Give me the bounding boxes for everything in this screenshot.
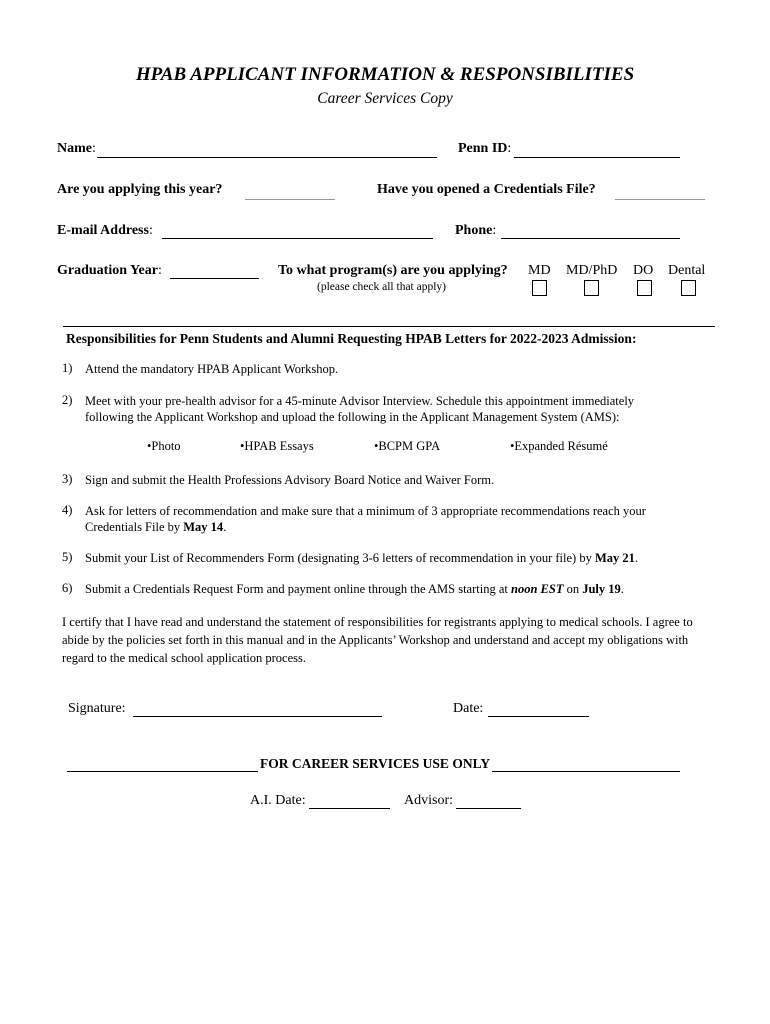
item-1-number: 1) <box>62 361 73 375</box>
item-2-line-2: following the Applicant Workshop and upload the following in the Applicant Management System (AMS): <box>85 410 620 424</box>
phone-label: Phone: <box>455 223 497 238</box>
upload-expanded-resume: •Expanded Résumé <box>510 439 608 453</box>
upload-bcpm-gpa: •BCPM GPA <box>374 439 441 453</box>
responsibilities-heading: Responsibilities for Penn Students and Alumni Requesting HPAB Letters for 2022-2023 Admission: <box>66 331 637 346</box>
page-subtitle: Career Services Copy <box>317 90 453 107</box>
phone-field[interactable] <box>501 238 680 239</box>
md-phd-checkbox[interactable] <box>584 280 599 296</box>
penn-id-field[interactable] <box>514 157 680 158</box>
item-3-number: 3) <box>62 472 73 486</box>
program-label-dental: Dental <box>668 263 706 278</box>
item-5-text: Submit your List of Recommenders Form (designating 3-6 letters of recommendation in your file) by May 21. <box>85 551 639 565</box>
page-title: HPAB APPLICANT INFORMATION & RESPONSIBILITIES <box>135 64 635 85</box>
signature-field[interactable] <box>133 716 382 717</box>
email-field[interactable] <box>162 238 433 239</box>
ai-date-field[interactable] <box>309 808 390 809</box>
applying-this-year-label: Are you applying this year? <box>57 182 223 197</box>
advisor-field[interactable] <box>456 808 521 809</box>
item-3-text: Sign and submit the Health Professions Advisory Board Notice and Waiver Form. <box>85 473 495 487</box>
program-hint: (please check all that apply) <box>317 281 446 293</box>
email-label: E-mail Address: <box>57 223 153 238</box>
item-5-number: 5) <box>62 550 73 564</box>
signature-label: Signature: <box>68 701 126 716</box>
date-field[interactable] <box>488 716 589 717</box>
credentials-file-field[interactable] <box>615 199 705 200</box>
item-2-line-1: Meet with your pre-health advisor for a 45-minute Advisor Interview. Schedule this appointment immediately <box>85 394 635 408</box>
do-checkbox[interactable] <box>637 280 652 296</box>
program-label-do: DO <box>633 263 654 278</box>
graduation-year-field[interactable] <box>170 278 259 279</box>
program-label-md-phd: MD/PhD <box>566 263 618 278</box>
item-1-text: Attend the mandatory HPAB Applicant Workshop. <box>85 362 339 376</box>
item-6-text: Submit a Credentials Request Form and payment online through the AMS starting at noon EST on July 19. <box>85 582 624 596</box>
certification-statement: I certify that I have read and understand the statement of responsibilities for registrants applying to medical schools. I agree to abide by the policies set forth in this manual and in the Applicants’ Workshop and understand and accept my obligations with regard to the medical school application process. <box>62 615 693 665</box>
item-2-number: 2) <box>62 393 73 407</box>
dental-checkbox[interactable] <box>681 280 696 296</box>
ai-date-label: A.I. Date: <box>250 793 306 808</box>
penn-id-label: Penn ID: <box>458 141 512 156</box>
md-checkbox[interactable] <box>532 280 547 296</box>
upload-hpab-essays: •HPAB Essays <box>240 439 314 453</box>
date-label: Date: <box>453 701 484 716</box>
applying-this-year-field[interactable] <box>245 199 335 200</box>
item-4-line-2: Credentials File by May 14. <box>85 520 227 534</box>
advisor-label: Advisor: <box>404 793 453 808</box>
section-divider <box>63 326 715 327</box>
item-4-number: 4) <box>62 503 73 517</box>
program-label-md: MD <box>528 263 551 278</box>
credentials-file-label: Have you opened a Credentials File? <box>377 182 596 197</box>
name-label: Name: <box>57 141 96 156</box>
upload-photo: •Photo <box>147 439 181 453</box>
item-4-line-1: Ask for letters of recommendation and make sure that a minimum of 3 appropriate recommendations reach your <box>85 504 646 518</box>
graduation-year-label: Graduation Year: <box>57 263 162 278</box>
program-question: To what program(s) are you applying? <box>278 263 508 278</box>
name-field[interactable] <box>97 157 437 158</box>
office-use-heading: FOR CAREER SERVICES USE ONLY <box>260 756 491 771</box>
item-6-number: 6) <box>62 581 73 595</box>
